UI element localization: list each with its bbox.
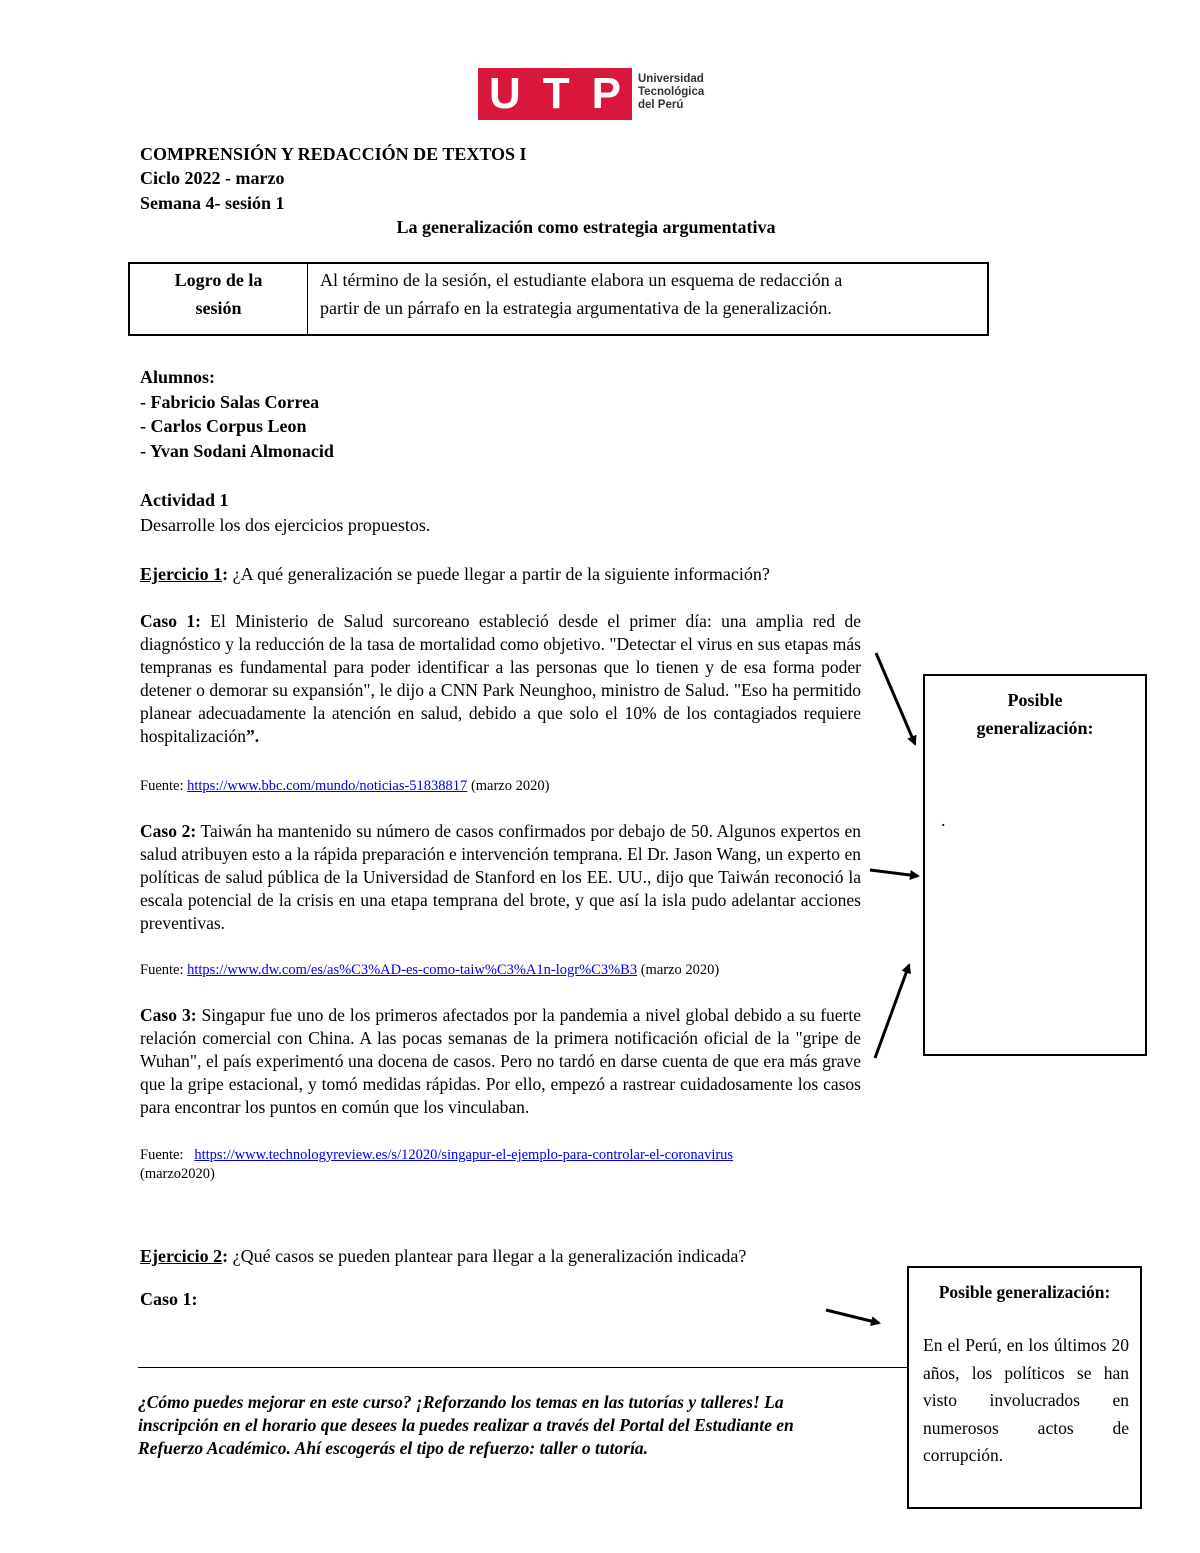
logo-name-line: del Perú: [638, 99, 684, 111]
case-3-text: Singapur fue uno de los primeros afectados por la pandemia a nivel global debido a su fuerte relación comercial con China. A las pocas semanas de la primera notificación oficial de la "gripe de Wuhan", el país experimentó una docena de casos. Pero no tardó en darse cuenta de que era más grave que la gripe estacional, y tomó medidas rápidas. Por ello, empezó a rastrear cuidadosamente los casos para encontrar los puntos en común que los vinculaban.: [140, 1005, 861, 1117]
source-label: Fuente:: [140, 778, 188, 794]
session-topic: La generalización como estrategia argumentativa: [396, 217, 776, 237]
box-1-content[interactable]: .: [941, 810, 946, 830]
logo-name-line: Tecnológica: [638, 86, 705, 98]
box-1-heading-line: generalización:: [976, 718, 1094, 738]
arrow-exercise-2-icon: [826, 1310, 879, 1323]
exercise-1-prompt: [140, 563, 770, 586]
exercise-1-colon: :: [222, 564, 229, 584]
student-name: - Carlos Corpus Leon: [140, 416, 307, 436]
learning-goal-label-line: Logro de la: [174, 270, 263, 290]
arrow-case-2-icon: [870, 870, 918, 876]
case-1-source: [140, 777, 549, 796]
source-date: (marzo 2020): [637, 962, 720, 978]
learning-goal-text: [320, 266, 980, 322]
cycle-line: Ciclo 2022 - marzo: [140, 168, 285, 188]
exercise-2-colon: :: [222, 1246, 229, 1266]
exercise-2-case-1-label: Caso 1:: [140, 1289, 198, 1309]
student-name: - Fabricio Salas Correa: [140, 392, 320, 412]
case-2-source: [140, 961, 719, 980]
footer-line: inscripción en el horario que desees la puedes realizar a través del Portal del Estudiante en: [138, 1415, 794, 1435]
exercise-1-label: Ejercicio 1: [140, 564, 223, 584]
possible-generalization-box-2: [907, 1266, 1142, 1509]
case-1-text: El Ministerio de Salud surcoreano estableció desde el primer día: una amplia red de diagnóstico y la reducción de la tasa de mortalidad como objetivo. "Detectar el virus en sus etapas más tempranas es fundamental para poder identificar a las personas que lo tienen y de esa forma poder detener o demorar su expansión", le dijo a CNN Park Neunghoo, ministro de Salud. "Eso ha permitido planear adecuadamente la atención en salud, debido a que solo el 10% de los contagiados requiere hospitalización: [140, 611, 861, 746]
case-2-source-link[interactable]: https://www.dw.com/es/as%C3%AD-es-como-taiw%C3%A1n-logr%C3%B3: [187, 962, 638, 978]
box-1-heading: [925, 686, 1145, 742]
week-line: Semana 4- sesión 1: [140, 193, 285, 213]
exercise-1-question: ¿A qué generalización se puede llegar a partir de la siguiente información?: [228, 564, 770, 584]
exercise-2-prompt: [140, 1245, 746, 1268]
logo-letters: [478, 68, 632, 120]
logo-letter-p: P: [591, 69, 621, 118]
logo-letter-t: T: [542, 69, 570, 118]
box-2-heading: Posible generalización:: [938, 1282, 1111, 1302]
learning-goal-text-line: Al término de la sesión, el estudiante elabora un esquema de redacción a: [320, 270, 843, 290]
case-1-paragraph: [140, 610, 861, 748]
source-date: (marzo2020): [140, 1166, 215, 1182]
logo-name-line: Universidad: [638, 73, 704, 85]
case-3-source: [140, 1146, 865, 1184]
learning-goal-text-line: partir de un párrafo en la estrategia argumentativa de la generalización.: [320, 298, 832, 318]
utp-logo: [478, 68, 710, 120]
case-2-label: Caso 2:: [140, 821, 197, 841]
case-2-paragraph: [140, 820, 861, 935]
logo-university-name: [638, 73, 704, 112]
case-1-quote-end: ”.: [245, 726, 260, 746]
exercise-2-label: Ejercicio 2: [140, 1246, 223, 1266]
arrow-case-3-icon: [875, 965, 909, 1058]
case-3-label: Caso 3:: [140, 1005, 197, 1025]
box-1-heading-line: Posible: [1007, 690, 1063, 710]
source-date: (marzo 2020): [467, 778, 550, 794]
activity-instruction: Desarrolle los dos ejercicios propuestos.: [140, 515, 431, 535]
arrow-case-1-icon: [876, 653, 915, 744]
case-3-source-link[interactable]: https://www.technologyreview.es/s/12020/singapur-el-ejemplo-para-controlar-el-coronavirus: [194, 1147, 734, 1163]
logo-letter-u: U: [488, 69, 521, 118]
students-heading: Alumnos:: [140, 367, 216, 387]
footer-line: Refuerzo Académico. Ahí escogerás el tipo de refuerzo: taller o tutoría.: [138, 1438, 649, 1458]
course-title: COMPRENSIÓN Y REDACCIÓN DE TEXTOS I: [140, 144, 527, 164]
case-2-text: Taiwán ha mantenido su número de casos confirmados por debajo de 50. Algunos expertos en salud atribuyen esto a la rápida preparación e intervención temprana. El Dr. Jason Wang, un experto en políticas de salud pública de la Universidad de Stanford en los EE. UU., dijo que Taiwán reconoció la escala potencial de la crisis en una etapa temprana del brote, y que así la isla pudo adelantar acciones preventivas.: [140, 821, 861, 933]
box-2-text: En el Perú, en los últimos 20 años, los políticos se han visto involucrados en numerosos actos de corrupción.: [923, 1335, 1129, 1465]
learning-goal-label: [130, 264, 308, 334]
learning-goal-label-line: sesión: [195, 298, 242, 318]
case-1-source-link[interactable]: https://www.bbc.com/mundo/noticias-51838817: [187, 778, 468, 794]
possible-generalization-box-1: [923, 674, 1147, 1056]
activity-title: Actividad 1: [140, 490, 229, 510]
case-3-paragraph: [140, 1004, 861, 1119]
learning-goal-table: [128, 262, 989, 336]
student-name: - Yvan Sodani Almonacid: [140, 441, 334, 461]
source-label: Fuente:: [140, 1147, 195, 1163]
footer-note: [138, 1391, 908, 1460]
exercise-2-question: ¿Qué casos se pueden plantear para llegar a la generalización indicada?: [228, 1246, 747, 1266]
case-1-label: Caso 1:: [140, 611, 201, 631]
source-label: Fuente:: [140, 962, 188, 978]
footer-line: ¿Cómo puedes mejorar en este curso? ¡Reforzando los temas en las tutorías y talleres! La: [138, 1392, 784, 1412]
footer-divider: [138, 1367, 908, 1368]
